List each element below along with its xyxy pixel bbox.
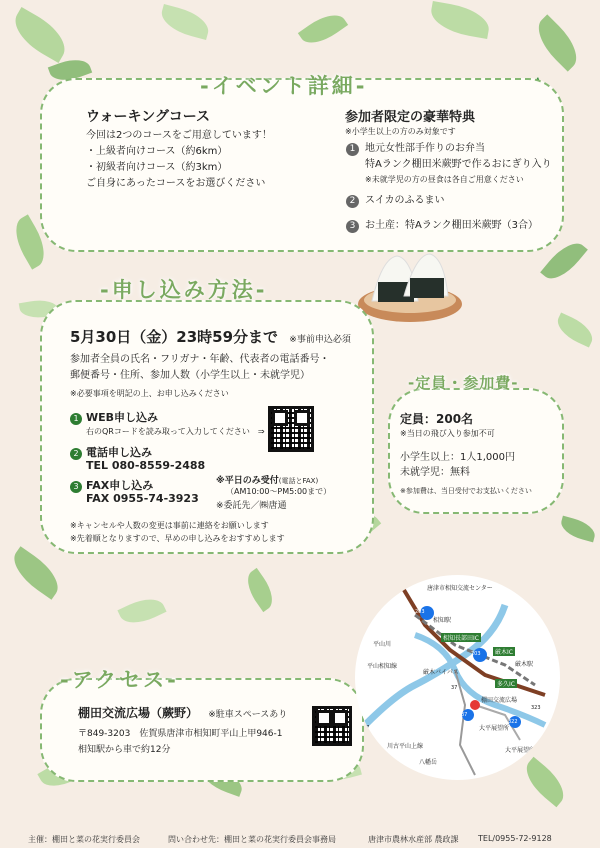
required-info: 参加者全員の氏名・フリガナ・年齢、代表者の電話番号・ <box>70 354 330 365</box>
map-label: 八幡岳 <box>419 759 438 766</box>
capacity-note: ※当日の飛び入り参加不可 <box>400 429 495 438</box>
access-section-title: -アクセス- <box>60 668 179 692</box>
organizer: 主催：棚田と菜の花実行委員会 <box>28 835 140 844</box>
number-badge: 2 <box>346 195 359 208</box>
benefit-item-3: 3 お土産：特Aランク棚田米蕨野（3合） <box>346 218 538 234</box>
fee-elementary: 小学生以上：1人1,000円 <box>400 452 515 463</box>
benefit-item-1: 1 地元女性部手作りのお弁当 <box>346 141 485 157</box>
map-label: 大平展望所へ <box>505 747 542 754</box>
map-label: 平山川 <box>373 641 392 648</box>
route-number: 37 <box>451 685 458 691</box>
access-map <box>355 575 560 780</box>
business-hours: （AM10:00〜PM5:00まで） <box>226 487 332 496</box>
cancel-note: ※キャンセルや人数の変更は事前に連絡をお願いします <box>70 521 269 530</box>
access-qr-code[interactable] <box>312 706 352 746</box>
route-number: 37 <box>363 725 370 731</box>
venue-name: 棚田交流広場（蕨野） ※駐車スペースあり <box>78 706 288 720</box>
map-label: 相知長部田IC <box>443 635 479 642</box>
route-number: 203 <box>415 609 425 615</box>
map-label: 大平展望所 <box>479 725 510 732</box>
directions: 相知駅から車で約12分 <box>78 745 171 755</box>
course-intro: 今回は2つのコースをご用意しています！ <box>86 130 272 141</box>
course-outro: ご自身にあったコースをお選びください <box>86 178 266 189</box>
map-label: 厳木駅 <box>515 661 534 668</box>
route-number: 203 <box>471 651 481 657</box>
office: 唐津市農林水産部 農政課 <box>368 835 459 844</box>
number-badge: 1 <box>346 143 359 156</box>
method-web: 1 WEB申し込み <box>70 409 158 425</box>
capacity-line: 定員：200名 <box>400 412 474 426</box>
benefit-item-2: 2 スイカのふるまい <box>346 193 445 209</box>
map-label: 厳木バイパス <box>423 669 459 676</box>
capacity-section-title: -定員・参加費- <box>408 374 519 392</box>
route-number: 322 <box>508 719 518 725</box>
map-label: 唐津市相知交流センター <box>427 585 493 592</box>
number-badge: 1 <box>70 413 82 425</box>
number-badge: 2 <box>70 448 82 460</box>
required-info: 郵便番号・住所、参加人数（小学生以上・未就学児） <box>70 370 310 381</box>
benefit-item-1-sub: 特Aランク棚田米蕨野で作るおにぎり入り <box>365 159 552 170</box>
inquiry: 問い合わせ先：棚田と菜の花実行委員会事務局 <box>168 835 336 844</box>
phone-number[interactable]: TEL 080-8559-2488 <box>86 459 206 472</box>
method-fax: 3 FAX申し込み <box>70 477 153 493</box>
entrust-note: ※委託先／㈱唐通 <box>216 501 287 511</box>
deadline: 5月30日（金）23時59分まで ※事前申込必須 <box>70 328 351 346</box>
number-badge: 3 <box>346 220 359 233</box>
benefit-item-1-note: ※未就学児の方の昼食は各自ご用意ください <box>365 175 524 184</box>
course-heading: ウォーキングコース <box>86 109 211 125</box>
map-label: 多久IC <box>497 681 515 688</box>
route-number: 37 <box>461 712 468 718</box>
route-number: 323 <box>531 705 541 711</box>
course-item: ・上級者向けコース（約6km） <box>86 146 228 157</box>
fee-preschool: 未就学児：無料 <box>400 467 470 478</box>
map-label: 川古平山上線 <box>387 743 424 750</box>
address: 〒849-3203 佐賀県唐津市相知町平山上甲946-1 <box>78 729 283 739</box>
apply-section-title: -申し込み方法- <box>100 278 268 302</box>
weekday-note: ※平日のみ受付(電話とFAX) <box>216 476 319 486</box>
web-application-qr-code[interactable] <box>268 406 314 452</box>
office-tel[interactable]: TEL/0955-72-9128 <box>478 834 552 843</box>
method-phone: 2 電話申し込み <box>70 444 152 460</box>
fax-number: FAX 0955-74-3923 <box>86 492 199 505</box>
course-item: ・初級者向けコース（約3km） <box>86 162 228 173</box>
map-label: 相知駅 <box>433 617 452 624</box>
fee-note: ※参加費は、当日受付でお支払いください <box>400 487 532 495</box>
benefits-note: ※小学生以上の方のみ対象です <box>345 127 456 136</box>
onigiri-illustration <box>352 246 462 326</box>
number-badge: 3 <box>70 481 82 493</box>
map-label: 平山相知線 <box>367 663 398 670</box>
first-come-note: ※先着順となりますので、早めの申し込みをおすすめします <box>70 534 285 543</box>
map-label: 棚田交流広場 <box>481 697 518 704</box>
method-web-detail: 右のQRコードを読み取って入力してください ⇒ <box>86 427 265 436</box>
benefits-heading: 参加者限定の豪華特典 <box>345 110 476 125</box>
map-label: 厳木IC <box>495 649 513 656</box>
required-note: ※必要事項を明記の上、お申し込みください <box>70 389 229 398</box>
event-section-title: -イベント詳細- <box>200 74 368 98</box>
